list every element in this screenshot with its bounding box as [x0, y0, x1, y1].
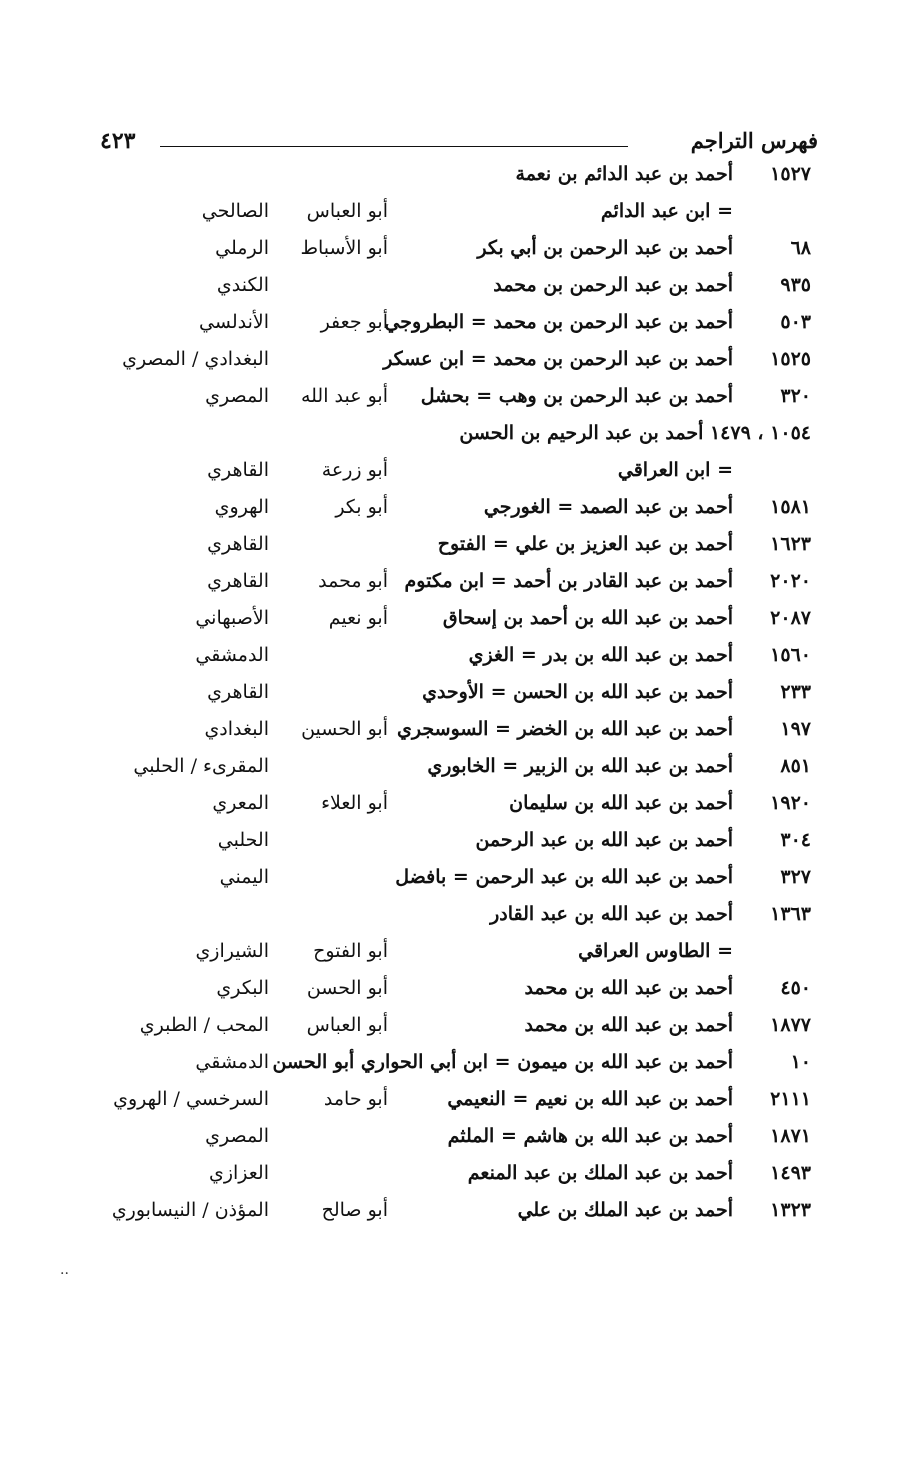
- index-entry: [0, 604, 915, 641]
- entry-nisba: الحلبي: [217, 829, 269, 851]
- index-entry: [0, 826, 915, 863]
- entry-number: ١٨٧٧: [770, 1014, 811, 1036]
- entry-name: أحمد بن عبد الله بن عبد الرحمن: [475, 829, 733, 851]
- entry-number: ١٥٢٥: [770, 348, 811, 370]
- index-entry: [0, 715, 915, 752]
- entry-name: أحمد بن عبد الله بن نعيم = النعيمي: [447, 1088, 733, 1110]
- index-entry: [0, 567, 915, 604]
- entry-name: أحمد بن عبد الله بن هاشم = الملثم: [447, 1125, 733, 1147]
- entry-nisba: المصري: [205, 1125, 269, 1147]
- index-entry: [0, 530, 915, 567]
- entry-name: أحمد بن عبد الرحمن بن وهب = بحشل: [420, 385, 733, 407]
- page-number: ٤٢٣: [100, 128, 136, 154]
- index-entry: [0, 197, 915, 234]
- index-entry: [0, 345, 915, 382]
- index-entry: [0, 863, 915, 900]
- entry-kunya: أبو العباس: [306, 200, 388, 222]
- entry-number: ١٠: [790, 1051, 811, 1073]
- index-entry: [0, 234, 915, 271]
- entry-name: أحمد بن عبد العزيز بن علي = الفتوح: [437, 533, 733, 555]
- entry-name: أحمد بن عبد الرحمن بن أبي بكر: [477, 237, 733, 259]
- index-entry: [0, 1196, 915, 1233]
- entry-nisba: الأندلسي: [199, 311, 269, 333]
- index-entry: [0, 1122, 915, 1159]
- entry-nisba: المؤذن / النيسابوري: [111, 1199, 269, 1221]
- entry-nisba: المحب / الطبري: [139, 1014, 269, 1036]
- index-entry: [0, 419, 915, 456]
- index-entry: [0, 752, 915, 789]
- index-entry: [0, 493, 915, 530]
- entry-name: أحمد بن عبد الرحمن بن محمد = ابن عسكر: [383, 348, 733, 370]
- index-entry: [0, 1085, 915, 1122]
- entry-number: ٤٥٠: [780, 977, 811, 999]
- entry-nisba: البغدادي: [204, 718, 269, 740]
- entry-number: ١٤٩٣: [770, 1162, 811, 1184]
- entry-kunya: أبو بكر: [335, 496, 388, 518]
- entry-number: ٢٠٢٠: [770, 570, 811, 592]
- entry-kunya: أبو الأسباط: [300, 237, 388, 259]
- index-entry: [0, 678, 915, 715]
- entry-kunya: أبو الحسن: [306, 977, 388, 999]
- index-entry: [0, 789, 915, 826]
- entry-kunya: أبو الحسين: [301, 718, 388, 740]
- index-entry: [0, 937, 915, 974]
- entry-number: ٣٢٠: [780, 385, 811, 407]
- entry-number: ١٩٢٠: [770, 792, 811, 814]
- entry-kunya: أبو زرعة: [321, 459, 388, 481]
- entry-name: أحمد بن عبد الرحمن بن محمد: [493, 274, 733, 296]
- entry-nisba: البكري: [216, 977, 269, 999]
- entry-number: ٢٠٨٧: [770, 607, 811, 629]
- entry-number: ٥٠٣: [780, 311, 811, 333]
- entry-name: أحمد بن عبد القادر بن أحمد = ابن مكتوم: [404, 570, 733, 592]
- page-header: [100, 122, 818, 162]
- entry-number: ٣٢٧: [780, 866, 811, 888]
- entry-nisba: الكندي: [216, 274, 269, 296]
- entry-nisba: اليمني: [219, 866, 269, 888]
- index-entry: [0, 308, 915, 345]
- entry-nisba: المصري: [205, 385, 269, 407]
- entry-number: ٨٥١: [780, 755, 811, 777]
- entry-name: أحمد بن عبد الدائم بن نعمة: [515, 163, 733, 185]
- entry-number: ٢٣٣: [780, 681, 811, 703]
- entry-nisba: السرخسي / الهروي: [113, 1088, 269, 1110]
- entry-kunya: أبو العلاء: [321, 792, 388, 814]
- entry-number: ٣٠٤: [780, 829, 811, 851]
- entry-nisba: الهروي: [214, 496, 269, 518]
- entry-nisba: الرملي: [215, 237, 269, 259]
- entry-name: = ابن عبد الدائم: [600, 200, 733, 222]
- entry-name: أحمد بن عبد الله بن الزبير = الخابوري: [427, 755, 733, 777]
- entry-name: أحمد بن عبد الله بن عبد القادر: [490, 903, 733, 925]
- header-rule: [160, 146, 628, 147]
- entry-name: أحمد بن عبد الله بن الحسن = الأوحدي: [422, 681, 733, 703]
- index-entry: [0, 974, 915, 1011]
- entry-name: ١٠٥٤ ، ١٤٧٩ أحمد بن عبد الرحيم بن الحسن: [459, 422, 811, 444]
- entry-nisba: القاهري: [207, 570, 269, 592]
- index-entry: [0, 382, 915, 419]
- entry-kunya: أبو العباس: [306, 1014, 388, 1036]
- entry-name: أحمد بن عبد الله بن عبد الرحمن = بافضل: [395, 866, 733, 888]
- entry-nisba: الأصبهاني: [195, 607, 269, 629]
- entry-name: أحمد بن عبد الملك بن عبد المنعم: [467, 1162, 733, 1184]
- entry-kunya: أبو محمد: [318, 570, 388, 592]
- entry-number: ٩٣٥: [780, 274, 811, 296]
- entry-kunya: أبو نعيم: [328, 607, 388, 629]
- entry-kunya: أبو صالح: [321, 1199, 388, 1221]
- entry-number: ١٦٢٣: [770, 533, 811, 555]
- index-entry: [0, 900, 915, 937]
- entry-number: ١٨٧١: [770, 1125, 811, 1147]
- entry-nisba: البغدادي / المصري: [122, 348, 269, 370]
- entry-nisba: الصالحي: [201, 200, 269, 222]
- entry-number: ١٥٢٧: [770, 163, 811, 185]
- entry-name: أحمد بن عبد الله بن ميمون = ابن أبي الحواري أبو الحسن: [272, 1051, 733, 1073]
- entry-number: ٢١١١: [770, 1088, 811, 1110]
- entry-number: ١٣٦٣: [770, 903, 811, 925]
- entry-nisba: القاهري: [207, 459, 269, 481]
- entry-name: أحمد بن عبد الصمد = الغورجي: [483, 496, 733, 518]
- index-title: فهرس التراجم: [690, 128, 818, 153]
- entry-name: = الطاوس العراقي: [578, 940, 733, 962]
- entry-name: أحمد بن عبد الرحمن بن محمد = البطروجي: [384, 311, 733, 333]
- entry-kunya: أبو جعفر: [320, 311, 388, 333]
- entry-name: = ابن العراقي: [617, 459, 733, 481]
- entry-nisba: القاهري: [207, 681, 269, 703]
- entry-number: ١٩٧: [780, 718, 811, 740]
- index-entry: [0, 1011, 915, 1048]
- entry-name: أحمد بن عبد الله بن أحمد بن إسحاق: [442, 607, 733, 629]
- index-entry: [0, 1159, 915, 1196]
- entry-number: ١٥٦٠: [770, 644, 811, 666]
- index-entry: [0, 456, 915, 493]
- margin-mark: ..: [60, 1262, 69, 1278]
- index-entry: [0, 160, 915, 197]
- entry-name: أحمد بن عبد الله بن بدر = الغزي: [468, 644, 733, 666]
- entry-name: أحمد بن عبد الملك بن علي: [517, 1199, 733, 1221]
- entry-name: أحمد بن عبد الله بن محمد: [524, 977, 733, 999]
- entry-nisba: القاهري: [207, 533, 269, 555]
- entry-name: أحمد بن عبد الله بن سليمان: [509, 792, 733, 814]
- index-entry: [0, 271, 915, 308]
- entry-number: ١٥٨١: [770, 496, 811, 518]
- entry-nisba: المعري: [212, 792, 269, 814]
- entry-kunya: أبو حامد: [323, 1088, 388, 1110]
- entry-nisba: الدمشقي: [195, 644, 269, 666]
- entry-name: أحمد بن عبد الله بن محمد: [524, 1014, 733, 1036]
- entry-nisba: الشيرازي: [195, 940, 269, 962]
- entry-number: ١٣٢٣: [770, 1199, 811, 1221]
- biography-index-list: [0, 160, 915, 1233]
- entry-name: أحمد بن عبد الله بن الخضر = السوسجري: [397, 718, 733, 740]
- index-entry: [0, 1048, 915, 1085]
- entry-nisba: المقرىء / الحلبي: [133, 755, 269, 777]
- entry-kunya: أبو الفتوح: [313, 940, 388, 962]
- entry-nisba: العزازي: [208, 1162, 269, 1184]
- entry-number: ٦٨: [790, 237, 811, 259]
- entry-nisba: الدمشقي: [195, 1051, 269, 1073]
- entry-kunya: أبو عبد الله: [300, 385, 388, 407]
- index-entry: [0, 641, 915, 678]
